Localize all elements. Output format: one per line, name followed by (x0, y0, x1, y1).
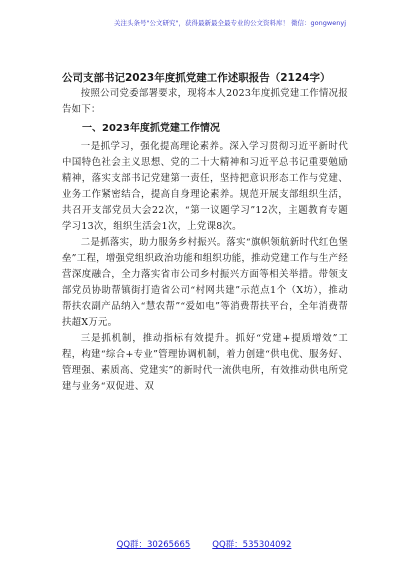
intro-paragraph: 按照公司党委部署要求，现将本人2023年度抓党建工作情况报告如下： (62, 88, 348, 115)
document-title: 公司支部书记2023年度抓党建工作述职报告（2124字） (62, 72, 331, 84)
paragraph-mechanism: 三是抓机制，推动指标有效提升。抓好“党建+提质增效”工程，构建“综合+专业”管理协调机制，着力创建“供电优、服务好、管理强、素质高、党建实”的新时代一流供电所，有效推动供电所党建与业务“双促进、双 (62, 333, 348, 392)
paragraph-study: 一是抓学习，强化提高理论素养。深入学习贯彻习近平新时代中国特色社会主义思想、党的二十大精神和习近平总书记重要勉励精神，落实支部书记党建第一责任，坚持把意识形态工作与党建、业务工作紧密结合，提高自身理论素养。规范开展支部组织生活，共召开支部党员大会22次，“第一议题学习”12次，主题教育专题学习13次，组织生活会1次，上党课8次。 (62, 141, 348, 232)
document-body (62, 70, 348, 395)
section-heading: 一、2023年度抓党建工作情况 (82, 123, 220, 134)
qq-group-link-2[interactable]: QQ群：535304092 (212, 540, 292, 550)
paragraph-implementation: 二是抓落实，助力服务乡村振兴。落实“旗帜领航新时代红色堡垒”工程，增强党组织政治功能和组织功能，推动党建工作与生产经营深度融合，全力落实省市公司乡村振兴方面等相关举措。带领支部党员协助帮镇街打造省公司“村网共建”示范点1个（X坊），推动帮扶农副产品纳入“慧农帮”“爱如电”等消费帮扶平台，全年消费帮扶超X万元。 (62, 237, 348, 328)
footer (0, 538, 408, 550)
top-banner: 关注头条号"公文研究"，获得最新最全最专业的公文资料库！ 微信：gongwenyj (114, 19, 346, 27)
qq-group-link-1[interactable]: QQ群：30265665 (116, 540, 191, 550)
